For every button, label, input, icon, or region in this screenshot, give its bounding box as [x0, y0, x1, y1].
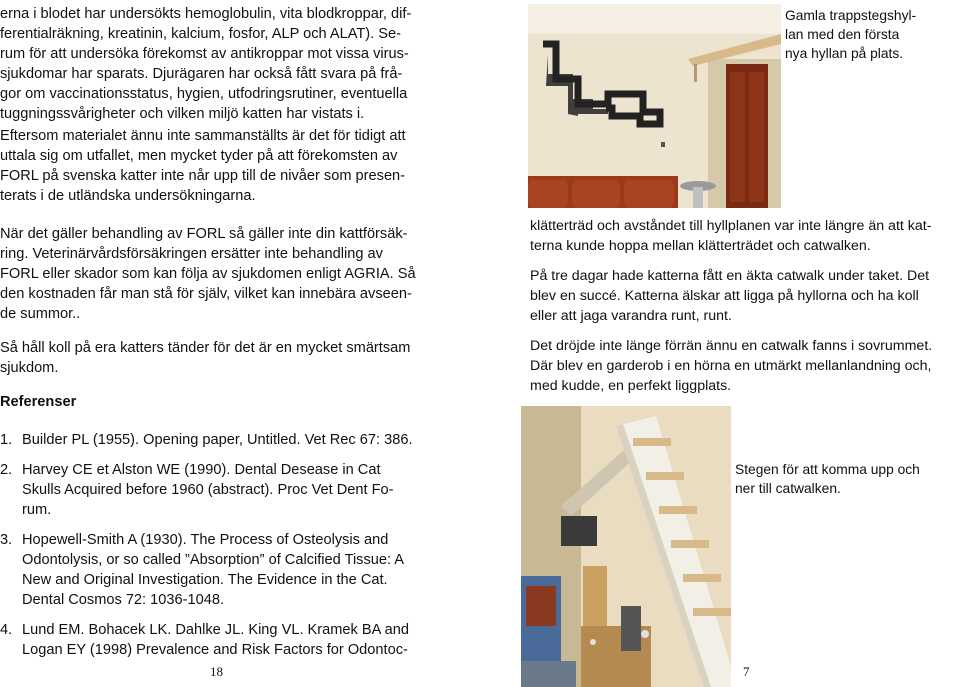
- paragraph-1: erna i blodet har undersökts hemoglobulin, vita blodkroppar, dif- ferentialräkning, kreatinin, kalcium, fosfor, ALP och ALAT). Se- rum för att undersöka förekomst av antikroppar mot vissa virus- sjukdomar har sparats. Djurägaren har också fått svara på frå- gor om vaccinationsstatus, hygien, utfodringsrutiner, eventuella tuggningssvårigheter och vilken miljö katten har vistats i.: [0, 6, 412, 122]
- photo-ladder: [521, 406, 731, 687]
- page-number-right: 7: [743, 664, 750, 679]
- left-column: [0, 4, 440, 670]
- paragraph-2: Eftersom materialet ännu inte sammanställts är det för tidigt att uttala sig om utfallet, men mycket tyder på att förekomsten av FORL på svenska katter inte når upp till de nivåer som presen- terats i de utländska undersökningarna.: [0, 128, 406, 204]
- caption-bottom: Stegen för att komma upp och ner till catwalken.: [735, 462, 920, 496]
- reference-item: 3. Hopewell-Smith A (1930). The Process of Osteolysis and Odontolysis, or so called ”Absorption” of Calcified Tissue: A New and Original Investigation. The Evidence in the Cat. Dental Cosmos 72: 1036-1048.: [0, 532, 405, 608]
- right-paragraph-2: På tre dagar hade katterna fått en äkta catwalk under taket. Det blev en succé. Katterna älskar att ligga på hyllorna och ha koll eller att jaga varandra runt, runt.: [530, 268, 930, 324]
- page-number-left: 18: [210, 664, 223, 679]
- photo-ladder-svg: [521, 406, 731, 687]
- right-column: [530, 216, 960, 406]
- reference-item: 2. Harvey CE et Alston WE (1990). Dental Desease in Cat Skulls Acquired before 1960 (abstract). Proc Vet Dent Fo- rum.: [0, 462, 394, 518]
- reference-item: 1. Builder PL (1955). Opening paper, Untitled. Vet Rec 67: 386.: [0, 432, 413, 448]
- right-paragraph-3: Det dröjde inte länge förrän ännu en catwalk fanns i sovrummet. Där blev en garderob i en hörna en utmärkt mellanlandning och, med kudde, en perfekt liggplats.: [530, 338, 933, 394]
- paragraph-3: När det gäller behandling av FORL så gäller inte din kattförsäk- ring. Veterinärvårdsförsäkringen ersätter inte behandling av FORL eller skador som kan följa av sjukdomen enligt AGRIA. Så den kostnaden får man stå för själv, vilket kan innebära avseen- de summor..: [0, 226, 416, 322]
- right-paragraph-1: klätterträd och avståndet till hyllplanen var inte längre än att kat- terna kunde hoppa mellan klätterträdet och catwalken.: [530, 218, 932, 254]
- paragraph-4: Så håll koll på era katters tänder för det är en mycket smärtsam sjukdom.: [0, 340, 411, 376]
- photo-catwalk-shelf-svg: [528, 4, 781, 208]
- caption-top: Gamla trappstegshyl- lan med den första nya hyllan på plats.: [785, 8, 917, 61]
- reference-item: 4. Lund EM. Bohacek LK. Dahlke JL. King VL. Kramek BA and Logan EY (1998) Prevalence and Risk Factors for Odontoc-: [0, 622, 409, 658]
- references-list: [0, 430, 440, 660]
- references-heading: Referenser: [0, 394, 77, 410]
- photo-catwalk-shelf: [528, 4, 781, 208]
